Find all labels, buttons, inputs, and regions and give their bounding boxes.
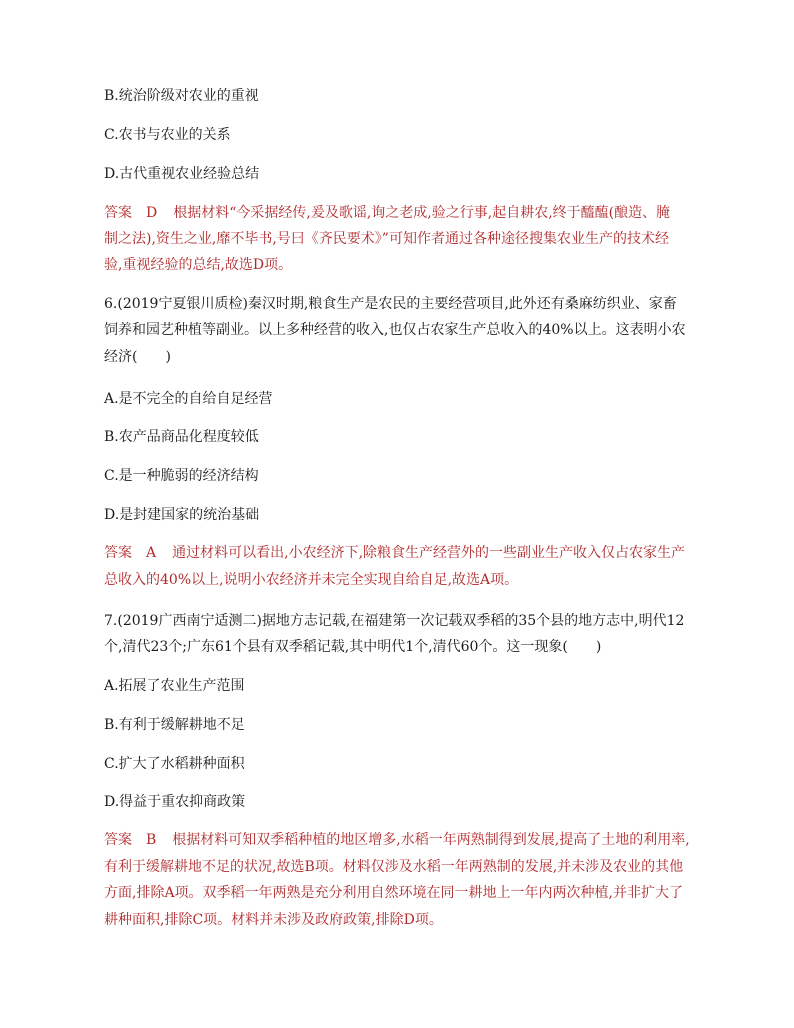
q5-option-b: B.统治阶级对农业的重视: [104, 88, 259, 104]
q5-explanation-line: 制之法),资生之业,靡不毕书,号曰《齐民要术》”可知作者通过各种途径搜集农业生产的技术经: [104, 231, 669, 247]
q6-stem-line: 饲养和园艺种植等副业。以上多种经营的收入,也仅占农家生产总收入的40%以上。这表明小农: [104, 322, 686, 338]
q7-option-b: B.有利于缓解耕地不足: [104, 717, 245, 733]
q6-option-c: C.是一种脆弱的经济结构: [104, 468, 259, 484]
q7-explanation-line: 耕种面积,排除C项。材料并未涉及政府政策,排除D项。: [104, 912, 443, 928]
q7-answer-key: B: [146, 832, 157, 848]
q5-answer-line-1: [104, 205, 694, 222]
q5-answer-label: 答案: [104, 205, 132, 221]
q7-stem-line: 个,清代23个;广东61个县有双季稻记载,其中明代1个,清代60个。这一现象( ): [104, 639, 602, 655]
q7-answer-label: 答案: [104, 832, 132, 848]
q7-stem-line: 7.(2019广西南宁适测二)据地方志记载,在福建第一次记载双季稻的35个县的地方志中,明代12: [104, 613, 685, 629]
q6-option-b: B.农产品商品化程度较低: [104, 429, 259, 445]
q7-explanation-line: 方面,排除A项。双季稻一年两熟是充分利用自然环境在同一耕地上一年内两次种植,并非扩大了: [104, 885, 684, 901]
q6-option-d: D.是封建国家的统治基础: [104, 507, 260, 523]
q5-option-c: C.农书与农业的关系: [104, 127, 231, 143]
q7-option-d: D.得益于重农抑商政策: [104, 794, 246, 810]
q7-explanation-line: 有利于缓解耕地不足的状况,故选B项。材料仅涉及水稻一年两熟制的发展,并未涉及农业的其他: [104, 859, 684, 875]
q7-answer-line-1: [104, 832, 694, 849]
q7-explanation-line: 根据材料可知双季稻种植的地区增多,水稻一年两熟制得到发展,提高了土地的利用率,: [172, 832, 690, 848]
q6-explanation-line: 通过材料可以看出,小农经济下,除粮食生产经营外的一些副业生产收入仅占农家生产: [172, 545, 686, 561]
q6-option-a: A.是不完全的自给自足经营: [104, 391, 273, 407]
q5-option-d: D.古代重视农业经验总结: [104, 166, 260, 182]
q5-answer-key: D: [146, 205, 158, 221]
q6-stem-line: 6.(2019宁夏银川质检)秦汉时期,粮食生产是农民的主要经营项目,此外还有桑麻纺织业、家畜: [104, 296, 677, 312]
q6-answer-key: A: [146, 545, 157, 561]
q7-option-a: A.拓展了农业生产范围: [104, 678, 245, 694]
q6-stem-line: 经济( ): [104, 349, 171, 365]
q6-explanation-line: 总收入的40%以上,说明小农经济并未完全实现自给自足,故选A项。: [104, 572, 519, 588]
q6-answer-line-1: [104, 545, 694, 562]
q5-explanation-line: 验,重视经验的总结,故选D项。: [104, 257, 293, 273]
q7-option-c: C.扩大了水稻耕种面积: [104, 756, 245, 772]
q6-answer-label: 答案: [104, 545, 132, 561]
q5-explanation-line: 根据材料“今采据经传,爰及歌谣,询之老成,验之行事,起自耕农,终于醯醢(酿造、腌: [173, 205, 671, 221]
